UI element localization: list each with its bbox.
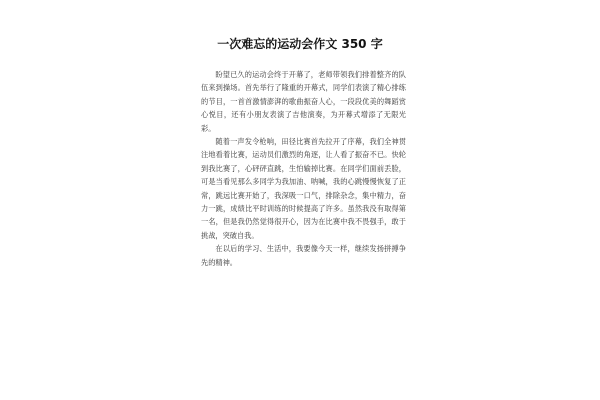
paragraph-competition: 随着一声发令枪响，田径比赛首先拉开了序幕，我们全神贯注地看着比赛，运动员们激烈的角逐，让人看了振奋不已。快轮到我比赛了，心砰砰直跳，生怕输掉比赛。在同学们面前丢脸，可是当看见那么多同学为我加油、呐喊，我的心跳慢慢恢复了正常，跳远比赛开始了，我深吸一口气，排除杂念，集中精力，奋力一跳，成绩比平时训练的时候提高了许多。虽然我没有取得第一名，但是我仍然觉得很开心，因为在比赛中我不畏强手，敢于挑战，突破自我。 <box>201 137 406 240</box>
document-body <box>201 68 406 269</box>
paragraph-conclusion: 在以后的学习、生活中，我要像今天一样，继续发扬拼搏争先的精神。 <box>201 244 406 267</box>
document-title: 一次难忘的运动会作文 350 字 <box>217 37 383 51</box>
paragraph-opening-ceremony: 盼望已久的运动会终于开幕了，老师带领我们排着整齐的队伍来到操场。首先举行了隆重的开幕式，同学们表演了精心排练的节目，一首首激情澎湃的歌曲振奋人心，一段段优美的舞蹈赏心悦目，还有小朋友表演了吉他演奏，为开幕式增添了无限光彩。 <box>201 70 406 133</box>
